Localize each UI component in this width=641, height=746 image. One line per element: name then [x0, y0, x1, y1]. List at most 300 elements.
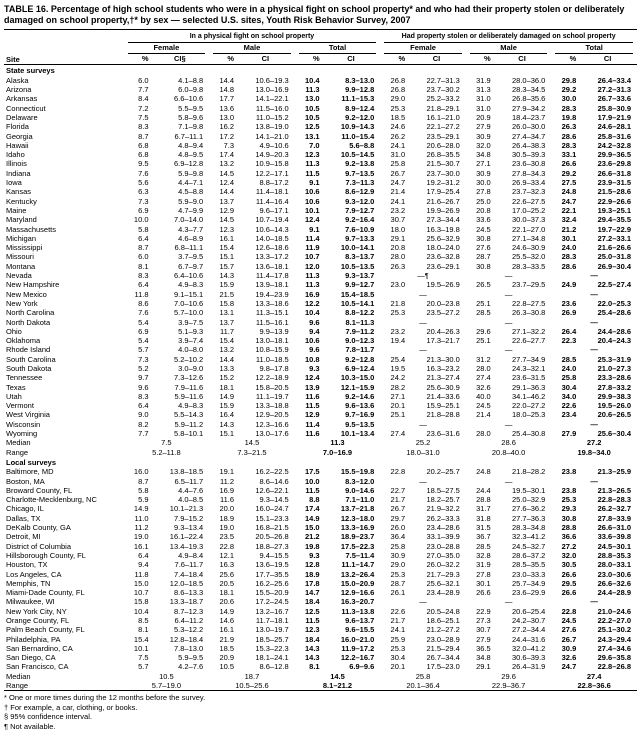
col-group-fight-label: In a physical fight on school property	[128, 31, 377, 43]
percent-cell: 11.8	[134, 289, 149, 299]
ci-cell: 11.1–19.7	[255, 391, 289, 401]
ci-cell: 3.9–7.4	[178, 336, 204, 346]
percent-cell: 27.9	[561, 429, 577, 439]
percent-cell: 28.3	[561, 140, 577, 150]
ci-cell: 9.0–14.6	[345, 485, 375, 495]
ci-cell: 9.6–15.5	[345, 625, 375, 635]
ci-cell: 4.6–8.9	[178, 233, 204, 243]
percent-cell: 31.0	[390, 150, 406, 160]
percent-cell: 14.7	[305, 588, 320, 598]
ci-cell: 9.9–13.9	[259, 326, 289, 336]
ci-cell: 11.4–16.4	[255, 196, 289, 206]
ci-cell: 19.5–30.1	[511, 485, 546, 495]
percent-cell: 29.1	[476, 662, 491, 672]
percent-cell: 15.4	[133, 634, 149, 644]
ci-cell: 26.4–31.9	[511, 662, 546, 672]
ci-cell: 8.3–13.0	[345, 75, 375, 85]
percent-cell: 10.1	[305, 205, 320, 215]
ci-cell: 13.6–19.5	[255, 560, 289, 570]
site-label: Wisconsin	[6, 419, 41, 429]
ci-cell: 26.4–33.4	[597, 75, 631, 85]
ci-cell: 29.1–36.3	[511, 382, 546, 392]
ci-cell: 25.3–31.9	[597, 354, 631, 364]
table-row	[4, 467, 637, 476]
ci-cell: 7.9–15.2	[173, 513, 204, 523]
ci-cell: 19.3–25.1	[597, 205, 631, 215]
ci-cell: 8.3–13.7	[345, 252, 375, 262]
site-label: Detroit, MI	[6, 532, 41, 542]
percent-cell: 13.9	[305, 382, 320, 392]
ci-cell: 12.3–16.6	[255, 419, 289, 429]
table-row	[4, 514, 637, 523]
percent-cell: 27.5	[561, 178, 577, 188]
site-label: Arkansas	[6, 94, 38, 104]
table-row	[4, 486, 637, 495]
percent-cell: 5.8	[138, 485, 149, 495]
percent-cell: 10.6	[305, 196, 320, 206]
ci-cell: 9.7–13.5	[345, 168, 375, 178]
percent-cell: 10.7	[133, 588, 149, 598]
table-row	[4, 383, 637, 392]
percent-cell: 11.3	[305, 85, 320, 95]
percent-cell: 28.7	[390, 578, 406, 588]
percent-cell: 34.8	[476, 150, 491, 160]
percent-cell: 9.6	[309, 345, 320, 355]
percent-cell: 10.5	[219, 662, 235, 672]
ci-cell: 4.8–9.4	[178, 140, 204, 150]
percent-cell: 23.8	[561, 467, 577, 477]
percent-cell: 12.5	[305, 122, 320, 132]
ci-cell: 11.3–13.8	[341, 606, 375, 616]
value-cell: 7.3–21.5	[237, 447, 267, 457]
percent-cell: 17.8	[305, 578, 320, 588]
site-label: Chicago, IL	[6, 504, 44, 514]
percent-cell: 26.0	[390, 523, 406, 533]
value-cell: 27.2	[586, 438, 602, 448]
percent-cell: 6.4	[138, 280, 149, 290]
percent-cell: 31.7	[476, 504, 491, 514]
percent-cell: 14.6	[219, 616, 235, 625]
percent-cell: 8.2	[138, 419, 149, 429]
table-row	[4, 234, 637, 243]
ci-cell: 29.4–35.5	[597, 215, 631, 225]
ci-cell: 10.1–13.4	[340, 429, 375, 439]
ci-cell: 21.9–32.2	[426, 504, 460, 514]
percent-cell: 27.3	[476, 616, 491, 625]
percent-cell: 12.3	[305, 150, 320, 160]
col-header-total	[295, 43, 381, 54]
percent-cell: 15.4	[219, 243, 235, 253]
percent-cell: 24.2	[390, 373, 406, 383]
percent-cell: 24.9	[561, 280, 577, 290]
table-row	[4, 355, 637, 364]
value-cell: 28.6	[501, 438, 516, 448]
ci-cell: 5.2–10.2	[173, 354, 204, 364]
ci-cell: 26.9–30.4	[597, 261, 631, 271]
ci-cell: 26.4–38.3	[511, 140, 546, 150]
ci-cell: 13.6–18.1	[255, 261, 289, 271]
percent-cell: 14.5	[219, 215, 235, 225]
ci-cell: 10.0–14.1	[340, 243, 375, 253]
ci-cell: 19.5–26.9	[426, 280, 460, 290]
percent-cell: 25.0	[476, 196, 491, 206]
percent-cell: 8.1	[138, 625, 149, 635]
col-header-total-label: Total	[555, 43, 633, 54]
site-label: Milwaukee, WI	[6, 597, 55, 607]
value-cell: —¶	[417, 271, 429, 281]
value-cell: —	[504, 419, 513, 429]
value-cell: 22.8–36.6	[577, 681, 611, 691]
table-row	[4, 616, 637, 625]
table-row	[4, 429, 637, 438]
ci-cell: 13.3–18.6	[255, 298, 289, 308]
site-label: Delaware	[6, 112, 38, 122]
percent-cell: 20.0	[219, 504, 235, 514]
table-row	[4, 299, 637, 308]
percent-cell: 13.6	[219, 103, 235, 113]
table-row	[4, 681, 637, 691]
col-header-total	[551, 43, 637, 54]
percent-cell: 36.5	[476, 643, 491, 653]
ci-cell: 14.0–18.5	[255, 233, 289, 243]
percent-cell: 26.6	[561, 569, 577, 579]
table-row	[4, 448, 637, 457]
value-cell: 29.6	[501, 671, 516, 681]
percent-cell: 23.6	[561, 298, 577, 308]
percent-cell: 25.8	[390, 159, 406, 169]
site-label: South Carolina	[6, 354, 56, 364]
percent-cell: 16.9	[305, 289, 320, 299]
table-row	[4, 401, 637, 410]
percent-cell: 15.0	[305, 523, 320, 533]
ci-cell: 3.0–9.0	[178, 363, 204, 373]
value-cell: —	[419, 317, 427, 327]
value-cell: —	[590, 271, 598, 281]
percent-cell: 30.7	[476, 625, 491, 635]
percent-cell: 34.8	[476, 653, 491, 663]
percent-cell: 13.0	[219, 112, 235, 122]
col-header-percent: %	[380, 54, 407, 65]
ci-cell: 24.4–28.6	[597, 326, 631, 336]
ci-cell: 12.2–16.7	[340, 653, 375, 663]
table-row	[4, 438, 637, 447]
table-row	[4, 206, 637, 215]
percent-cell: 14.8	[219, 85, 235, 95]
ci-cell: 21.8–29.1	[426, 103, 460, 113]
percent-cell: 21.9	[219, 634, 235, 644]
value-cell: —	[504, 345, 513, 355]
ci-cell: 13.0–18.1	[255, 336, 289, 346]
percent-cell: 23.4	[561, 410, 577, 420]
ci-cell: 27.6–36.2	[511, 504, 546, 514]
percent-cell: 15.4	[219, 336, 235, 346]
percent-cell: 10.4	[305, 75, 320, 85]
site-label: Orange County, FL	[6, 616, 70, 625]
percent-cell: 22.9	[476, 606, 491, 616]
ci-cell: 4.9–10.6	[259, 140, 289, 150]
ci-cell: 23.0–28.9	[426, 634, 460, 644]
percent-cell: 26.6	[476, 588, 491, 598]
ci-cell: 13.9–18.1	[255, 280, 289, 290]
ci-cell: 20.4–24.3	[597, 336, 631, 346]
percent-cell: 25.8	[561, 373, 577, 383]
table-row	[4, 280, 637, 289]
table-row	[4, 653, 637, 662]
ci-cell: 12.0–18.5	[169, 578, 204, 588]
ci-cell: 27.7–34.9	[511, 354, 546, 364]
ci-cell: 9.2–16.4	[345, 215, 375, 225]
ci-cell: 22.5–27.4	[597, 280, 631, 290]
ci-cell: 5.5–14.3	[173, 410, 204, 420]
col-group-fight	[124, 29, 381, 43]
percent-cell: 10.4	[133, 606, 149, 616]
percent-cell: 36.6	[561, 532, 577, 542]
percent-cell: 25.1	[476, 298, 491, 308]
percent-cell: 16.2	[219, 122, 235, 132]
col-header-male	[209, 43, 295, 54]
ci-cell: 25.6–32.9	[426, 233, 460, 243]
percent-cell: 30.9	[561, 643, 577, 653]
ci-cell: 30.0–37.3	[511, 215, 546, 225]
ci-cell: 18.5–25.7	[255, 634, 289, 644]
col-header-percent: %	[124, 54, 151, 65]
percent-cell: 12.3	[305, 625, 320, 635]
ci-cell: 16.0–24.7	[255, 504, 289, 514]
ci-cell: 23.0–30.6	[597, 569, 631, 579]
ci-cell: 25.6–30.4	[597, 429, 631, 439]
ci-cell: 4.4–7.1	[178, 178, 204, 188]
percent-cell: 24.5	[476, 224, 491, 234]
ci-cell: 30.5–39.3	[511, 150, 546, 160]
site-label: New Hampshire	[6, 280, 60, 290]
percent-cell: 11.6	[305, 429, 320, 439]
value-cell: 5.2–11.8	[152, 447, 181, 457]
percent-cell: 30.5	[561, 560, 577, 570]
ci-cell: 27.3–34.4	[426, 215, 460, 225]
table-row	[4, 570, 637, 579]
percent-cell: 25.3	[390, 643, 406, 653]
percent-cell: 7.6	[138, 308, 149, 318]
percent-cell: 13.2	[219, 345, 235, 355]
percent-cell: 14.3	[305, 643, 320, 653]
percent-cell: 7.0	[309, 140, 320, 150]
table-row	[4, 523, 637, 532]
section-row	[4, 457, 637, 467]
percent-cell: 27.8	[476, 187, 491, 197]
ci-cell: 6.5–11.7	[174, 476, 204, 486]
value-cell: —	[590, 317, 598, 327]
ci-cell: 6.4–10.6	[173, 271, 204, 281]
ci-cell: 19.9–26.9	[426, 205, 460, 215]
percent-cell: 10.6	[305, 336, 320, 346]
site-label: Palm Beach County, FL	[6, 625, 85, 635]
ci-cell: 18.9–23.7	[340, 532, 375, 542]
table-row	[4, 364, 637, 373]
percent-cell: 32.0	[561, 550, 577, 560]
ci-cell: 27.4–34.7	[511, 131, 546, 141]
site-label: Memphis, TN	[6, 578, 51, 588]
value-cell: 20.1–36.4	[406, 681, 440, 691]
percent-cell: 30.9	[390, 550, 406, 560]
ci-cell: 19.2–31.2	[426, 178, 460, 188]
table-row	[4, 504, 637, 513]
ci-cell: 17.2–24.5	[255, 597, 289, 607]
percent-cell: 22.8	[561, 606, 577, 616]
site-label: Alaska	[6, 75, 29, 85]
ci-cell: 27.8–33.2	[597, 382, 631, 392]
percent-cell: 29.1	[390, 233, 406, 243]
ci-cell: 27.2–31.3	[597, 85, 631, 95]
percent-cell: 17.4	[219, 150, 235, 160]
ci-cell: 10.7–19.4	[255, 215, 289, 225]
percent-cell: 13.1	[219, 308, 235, 318]
footnote-examples: † For example, a car, clothing, or books.	[4, 702, 138, 712]
ci-cell: 9.7–16.9	[345, 410, 375, 420]
ci-cell: 15.1–23.3	[255, 513, 289, 523]
percent-cell: 21.4	[476, 410, 491, 420]
value-cell: 22.9–36.7	[491, 681, 526, 691]
ci-cell: 10.6–19.3	[255, 75, 289, 85]
site-label: Houston, TX	[6, 560, 48, 570]
percent-cell: 11.5	[305, 168, 320, 178]
percent-cell: 8.6	[138, 298, 149, 308]
percent-cell: 36.4	[390, 532, 406, 542]
percent-cell: 19.0	[133, 532, 149, 542]
table-row	[4, 104, 637, 113]
ci-cell: 10.9–15.8	[255, 159, 289, 169]
ci-cell: 6.9–9.6	[349, 662, 375, 672]
percent-cell: 24.0	[561, 243, 577, 253]
footnote-confidence-interval: § 95% confidence interval.	[4, 712, 92, 722]
col-header-female	[380, 43, 466, 54]
ci-cell: 24.3–29.4	[597, 634, 631, 644]
percent-cell: 29.2	[561, 85, 577, 95]
percent-cell: 12.4	[219, 178, 235, 188]
ci-cell: 16.8–21.5	[255, 523, 289, 533]
percent-cell: 12.2	[305, 298, 320, 308]
col-header-female	[124, 43, 210, 54]
percent-cell: 11.4	[305, 233, 320, 243]
table-row	[4, 290, 637, 299]
site-label: Idaho	[6, 150, 25, 160]
percent-cell: 7.3	[223, 140, 235, 150]
ci-cell: 25.6–32.1	[426, 578, 460, 588]
table-row	[4, 141, 637, 150]
percent-cell: 20.5	[219, 578, 235, 588]
ci-cell: 6.8–11.1	[174, 243, 204, 253]
percent-cell: 26.1	[390, 588, 406, 598]
ci-cell: 28.0–36.0	[511, 75, 546, 85]
site-label: Range	[6, 681, 29, 691]
percent-cell: 21.7	[390, 616, 406, 625]
ci-cell: 5.3–12.2	[173, 625, 204, 635]
percent-cell: 22.8	[219, 541, 235, 551]
ci-cell: 11.0–18.5	[255, 354, 289, 364]
site-label: Range	[6, 447, 29, 457]
percent-cell: 27.4	[390, 429, 406, 439]
ci-cell: 9.9–12.7	[345, 280, 375, 290]
percent-cell: 12.9	[219, 205, 235, 215]
ci-cell: 7.0–10.6	[173, 298, 204, 308]
ci-cell: 5.9–11.6	[174, 391, 204, 401]
col-header-percent: %	[551, 54, 578, 65]
ci-cell: 13.4–19.3	[169, 541, 204, 551]
percent-cell: 9.1	[309, 178, 320, 188]
table-row	[4, 597, 637, 606]
percent-cell: 25.1	[476, 336, 491, 346]
percent-cell: 11.5	[305, 616, 320, 625]
ci-cell: 5.9–9.5	[178, 653, 204, 663]
ci-cell: 21.3–30.0	[426, 354, 460, 364]
percent-cell: 13.7	[219, 317, 235, 327]
ci-cell: 11.0–15.4	[341, 131, 375, 141]
ci-cell: 9.7–13.3	[345, 233, 375, 243]
ci-cell: 7.1–9.8	[178, 122, 204, 132]
ci-cell: 10.9–14.3	[340, 122, 375, 132]
percent-cell: 18.1	[219, 588, 235, 598]
percent-cell: 29.6	[476, 326, 491, 336]
percent-cell: 20.1	[390, 401, 406, 411]
ci-cell: 9.3–13.4	[173, 523, 204, 533]
ci-cell: 22.2–27.0	[597, 616, 631, 625]
ci-cell: 9.3–14.5	[259, 495, 289, 505]
percent-cell: 26.7	[390, 168, 406, 178]
percent-cell: 13.7	[219, 196, 235, 206]
ci-cell: 22.8–26.8	[597, 662, 631, 672]
table-row	[4, 94, 637, 103]
ci-cell: 9.2–12.8	[345, 354, 375, 364]
percent-cell: 7.3	[138, 354, 149, 364]
ci-cell: 10.1–21.3	[169, 504, 204, 514]
value-cell: 20.8–40.0	[491, 447, 526, 457]
percent-cell: 6.4	[138, 550, 149, 560]
table-row	[4, 318, 637, 327]
percent-cell: 10.1	[133, 643, 149, 653]
percent-cell: 21.2	[305, 532, 320, 542]
site-label: Wyoming	[6, 429, 38, 439]
ci-cell: 33.6–39.8	[597, 532, 631, 542]
ci-cell: 5.6–8.8	[349, 140, 375, 150]
ci-cell: 23.6–29.8	[597, 159, 631, 169]
ci-cell: 25.2–33.2	[426, 94, 460, 104]
table-row	[4, 495, 637, 504]
percent-cell: 26.7	[390, 504, 406, 514]
site-label: Maryland	[6, 215, 37, 225]
ci-cell: 27.4–34.6	[597, 643, 631, 653]
table-row	[4, 392, 637, 401]
table-row	[4, 672, 637, 681]
col-header-ci: CI	[493, 54, 552, 65]
ci-cell: 20.5–24.8	[426, 606, 460, 616]
table-row	[4, 122, 637, 131]
percent-cell: 24.8	[476, 467, 491, 477]
percent-cell: 28.5	[476, 541, 491, 551]
ci-cell: 9.6–13.6	[345, 401, 375, 411]
table-row	[4, 187, 637, 196]
ci-cell: 26.9–33.4	[511, 178, 546, 188]
percent-cell: 30.1	[476, 578, 491, 588]
percent-cell: 28.0	[390, 252, 406, 262]
ci-cell: 6.9–12.8	[173, 159, 204, 169]
ci-cell: 10.3–15.0	[340, 373, 375, 383]
percent-cell: 26.3	[390, 261, 406, 271]
table-row	[4, 532, 637, 541]
percent-cell: 27.2	[561, 541, 577, 551]
ci-cell: 17.9–21.9	[597, 112, 631, 122]
ci-cell: 12.6–18.6	[255, 243, 289, 253]
value-cell: 18.7	[244, 671, 260, 681]
ci-cell: 13.0–17.6	[255, 429, 289, 439]
